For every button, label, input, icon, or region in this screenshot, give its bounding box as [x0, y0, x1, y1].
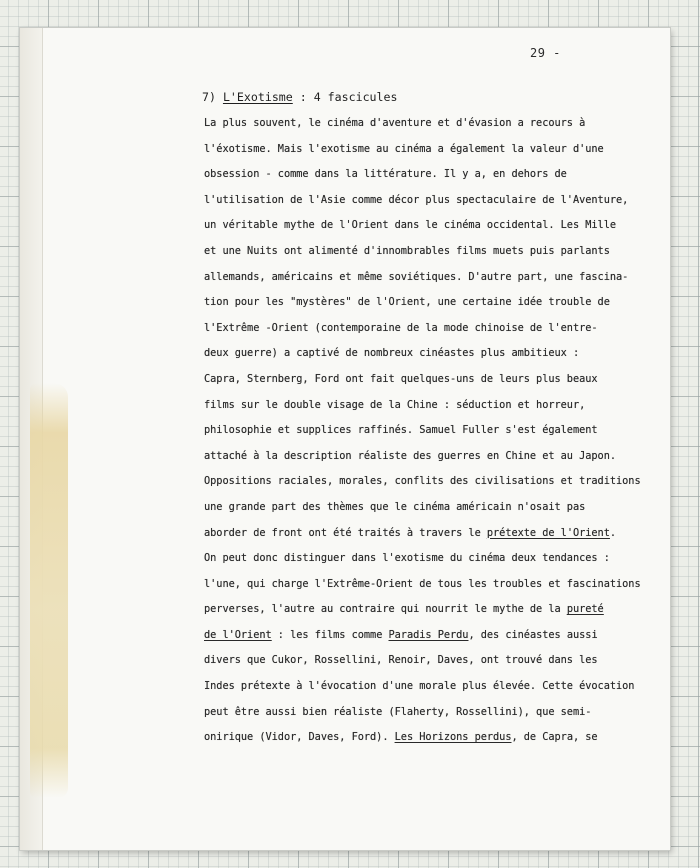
text-line	[204, 418, 664, 444]
text-segment: .	[609, 526, 617, 539]
text-segment: Oppositions raciales, morales, conflits des civilisations et traditions	[204, 475, 641, 488]
text-segment: onirique (Vidor, Daves, Ford).	[204, 731, 395, 744]
text-line	[204, 444, 664, 470]
text-segment: l'éxotisme. Mais l'exotisme au cinéma a également la valeur d'une	[204, 142, 604, 155]
underlined-title: prétexte de l'Orient	[486, 526, 610, 539]
text-line	[204, 188, 664, 214]
text-line	[204, 162, 664, 188]
text-segment: deux guerre) a captivé de nombreux cinéastes plus ambitieux :	[204, 347, 580, 360]
text-line	[204, 623, 664, 649]
text-segment: On peut donc distinguer dans l'exotisme du cinéma deux tendances :	[204, 552, 610, 565]
text-segment: Indes prétexte à l'évocation d'une morale plus élevée. Cette évocation	[204, 680, 635, 693]
text-line	[204, 341, 664, 367]
underlined-title: Les Horizons perdus	[394, 731, 512, 744]
text-line	[204, 648, 664, 674]
text-segment: philosophie et supplices raffinés. Samuel Fuller s'est également	[204, 424, 598, 437]
text-segment: un véritable mythe de l'Orient dans le cinéma occidental. Les Mille	[204, 219, 617, 232]
text-line	[204, 546, 664, 572]
text-line	[204, 239, 664, 265]
text-segment: , des cinéastes aussi	[468, 628, 598, 641]
body-text	[204, 111, 664, 751]
text-line	[204, 725, 664, 751]
text-line	[204, 265, 664, 291]
text-segment: l'une, qui charge l'Extrême-Orient de tous les troubles et fascinations	[204, 577, 641, 590]
text-segment: perverses, l'autre au contraire qui nourrit le mythe de la	[204, 603, 567, 616]
text-line	[204, 290, 664, 316]
text-segment: et une Nuits ont alimenté d'innombrables films muets puis parlants	[204, 244, 610, 257]
section-title: L'Exotisme	[222, 90, 293, 104]
text-segment: peut être aussi bien réaliste (Flaherty, Rossellini), que semi-	[204, 705, 592, 718]
text-segment: l'utilisation de l'Asie comme décor plus spectaculaire de l'Aventure,	[204, 193, 629, 206]
text-line	[204, 213, 664, 239]
underlined-title: Paradis Perdu	[388, 628, 469, 641]
text-line	[204, 674, 664, 700]
text-line	[204, 111, 664, 137]
text-line	[204, 393, 664, 419]
underlined-title: pureté	[566, 603, 604, 616]
text-line	[204, 521, 664, 547]
text-segment: une grande part des thèmes que le cinéma américain n'osait pas	[204, 500, 586, 513]
text-line	[204, 572, 664, 598]
text-segment: : les films comme	[271, 628, 389, 641]
text-segment: , de Capra, se	[511, 731, 598, 744]
page-number: 29 -	[530, 46, 561, 60]
section-subtitle: : 4 fascicules	[292, 90, 398, 104]
section-heading	[202, 90, 397, 104]
text-segment: obsession - comme dans la littérature. Il y a, en dehors de	[204, 168, 567, 181]
text-line	[204, 316, 664, 342]
text-segment: tion pour les "mystères" de l'Orient, une certaine idée trouble de	[204, 296, 610, 309]
age-stain	[30, 383, 68, 798]
text-line	[204, 495, 664, 521]
text-segment: divers que Cukor, Rossellini, Renoir, Daves, ont trouvé dans les	[204, 654, 598, 667]
text-line	[204, 469, 664, 495]
text-line	[204, 367, 664, 393]
underlined-title: de l'Orient	[204, 628, 272, 641]
text-segment: attaché à la description réaliste des guerres en Chine et au Japon.	[204, 449, 617, 462]
text-segment: l'Extrême -Orient (contemporaine de la mode chinoise de l'entre-	[204, 321, 598, 334]
text-line	[204, 597, 664, 623]
text-line	[204, 700, 664, 726]
text-segment: aborder de front ont été traités à travers le	[204, 526, 487, 539]
text-line	[204, 137, 664, 163]
section-number: 7)	[202, 90, 216, 104]
typewritten-page	[20, 28, 670, 850]
text-segment: allemands, américains et même soviétiques. D'autre part, une fascina-	[204, 270, 629, 283]
text-segment: films sur le double visage de la Chine : séduction et horreur,	[204, 398, 586, 411]
text-segment: Capra, Sternberg, Ford ont fait quelques-uns de leurs plus beaux	[204, 372, 598, 385]
text-segment: La plus souvent, le cinéma d'aventure et d'évasion a recours à	[204, 117, 586, 129]
